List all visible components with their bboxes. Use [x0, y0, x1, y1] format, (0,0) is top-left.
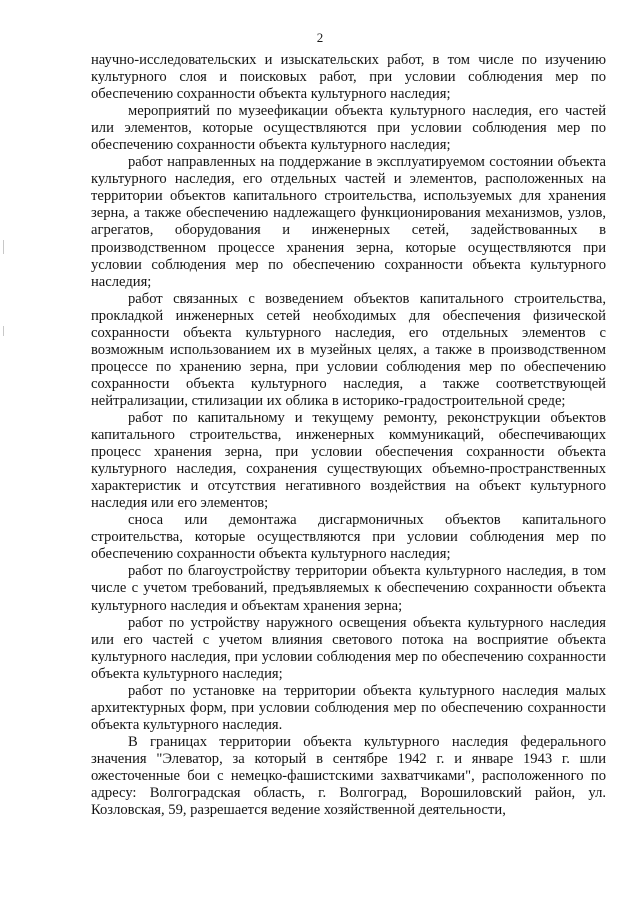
paragraph-maintenance-works: работ направленных на поддержание в эксплуатируемом состоянии объекта культурного наследия, его отдельных частей и элементов, расположенных на территории объектов капитального строительства, используемых для хранения зерна, а также обеспечению надлежащего функционирования механизмов, узлов, агрегатов, оборудования и инженерных сетей, задействованных в производственном процессе хранения зерна, которые осуществляются при условии соблюдения мер по обеспечению сохранности объекта культурного наследия;: [91, 154, 606, 290]
paragraph-territory-boundaries: В границах территории объекта культурного наследия федерального значения "Элеватор, за который в сентябре 1942 г. и январе 1943 г. шли ожесточенные бои с немецко-фашистскими захватчиками", расположенного по адресу: Волгоградская область, г. Волгоград, Ворошиловский район, ул. Козловская, 59, разрешается ведение хозяйственной деятельности,: [91, 733, 606, 819]
paragraph-lighting: работ по устройству наружного освещения объекта культурного наследия или его частей с учетом влияния светового потока на восприятие объекта культурного наследия, при условии соблюдения мер по обеспечению сохранности объекта культурного наследия;: [91, 614, 606, 682]
scan-edge-mark: [3, 240, 4, 254]
paragraph-landscaping: работ по благоустройству территории объекта культурного наследия, в том числе с учетом требований, предъявляемых к обеспечению сохранности объекта культурного наследия и объектам хранения зерна;: [91, 563, 606, 614]
paragraph-demolition: сноса или демонтажа дисгармоничных объектов капитального строительства, которые осуществляются при условии соблюдения мер по обеспечению сохранности объекта культурного наследия;: [91, 512, 606, 563]
page-number: 2: [316, 30, 324, 45]
scan-edge-mark: [3, 326, 4, 336]
paragraph-repair-works: работ по капитальному и текущему ремонту, реконструкции объектов капитального строительства, инженерных коммуникаций, обеспечивающих процесс хранения зерна, при условии обеспечения сохранности объекта культурного наследия, сохранения существующих объемно-пространственных характеристик и отсутствия негативного воздействия на объект культурного наследия или его элементов;: [91, 409, 606, 512]
paragraph-museumification: мероприятий по музеефикации объекта культурного наследия, его частей или элементов, которые осуществляются при условии соблюдения мер по обеспечению сохранности объекта культурного наследия;: [91, 103, 606, 154]
document-body: [91, 52, 606, 819]
paragraph-continuation: научно-исследовательских и изыскательских работ, в том числе по изучению культурного слоя и поисковых работ, при условии соблюдения мер по обеспечению сохранности объекта культурного наследия;: [91, 52, 606, 103]
paragraph-small-forms: работ по установке на территории объекта культурного наследия малых архитектурных форм, при условии соблюдения мер по обеспечению сохранности объекта культурного наследия.: [91, 682, 606, 733]
paragraph-construction-works: работ связанных с возведением объектов капитального строительства, прокладкой инженерных сетей необходимых для обеспечения физической сохранности объекта культурного наследия, его отдельных элементов с возможным использованием их в музейных целях, а также в производственном процессе по хранению зерна, при условии соблюдения мер по обеспечению сохранности объекта культурного наследия, а также соответствующей нейтрализации, стилизации их облика в историко-градостроительной среде;: [91, 290, 606, 409]
